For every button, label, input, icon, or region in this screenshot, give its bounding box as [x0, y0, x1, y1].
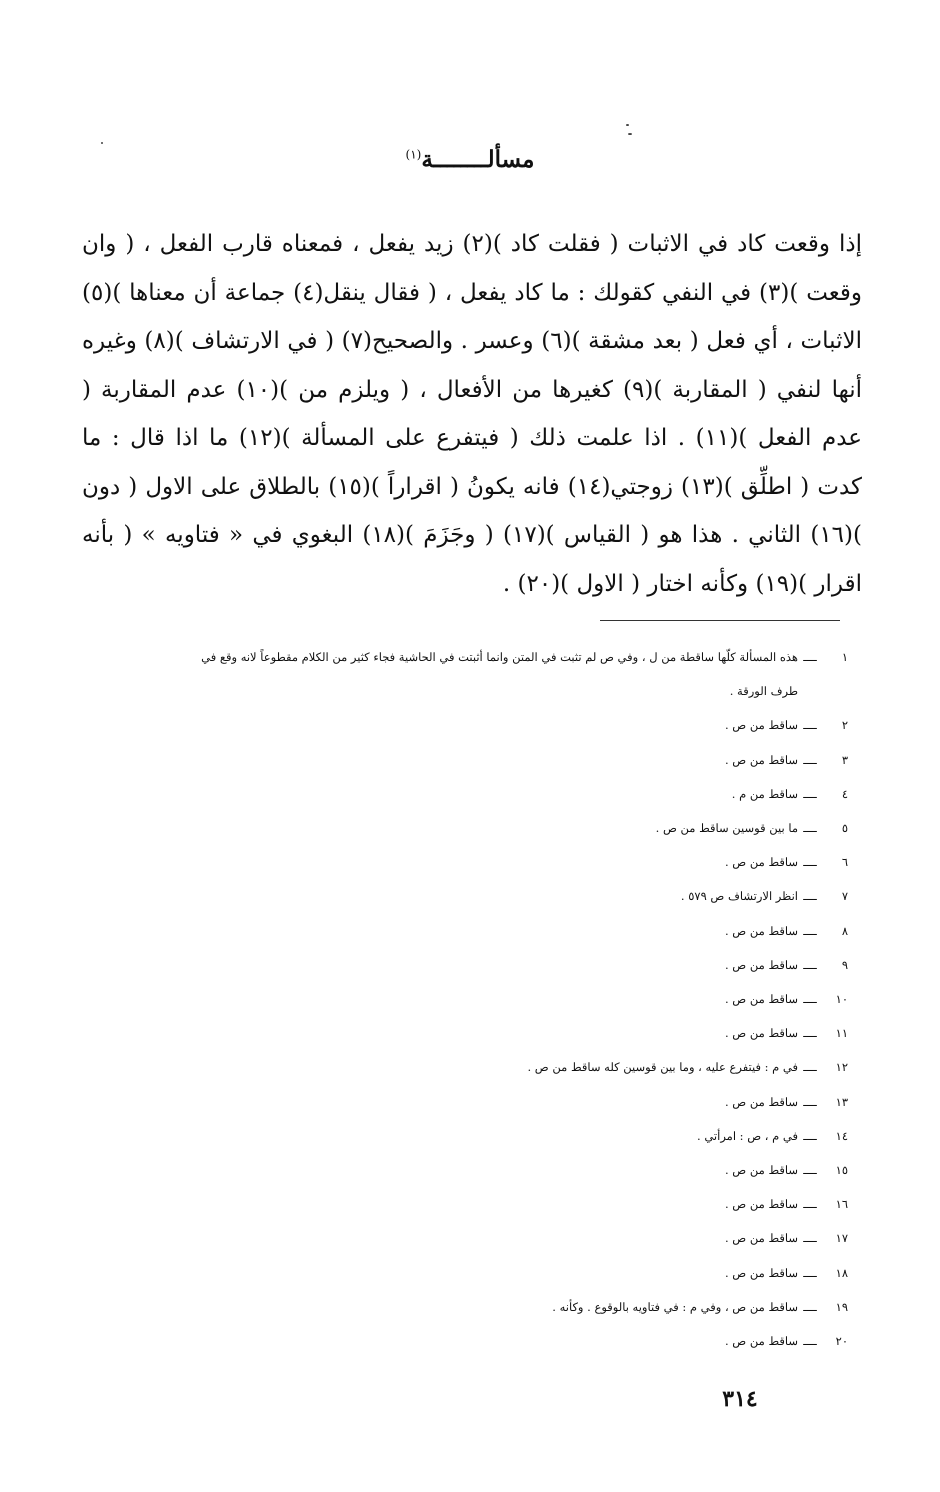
footnote-dash: ــــ: [803, 992, 817, 1007]
footnote-item: [70, 982, 850, 1016]
footnote-number: ٤: [841, 786, 848, 801]
footnote-number: ٩: [841, 957, 848, 972]
footnote-item: [70, 743, 850, 777]
footnote-dash: ــــ: [803, 923, 817, 938]
footnote-item: [70, 777, 850, 811]
footnote-continuation: طرف الورقة .: [729, 684, 798, 699]
footnote-item: [70, 1324, 850, 1358]
scan-speck: [626, 124, 629, 126]
footnote-number: ١٦: [835, 1197, 848, 1212]
footnote-separator: [600, 620, 840, 621]
footnote-number: ١٣: [835, 1094, 848, 1109]
footnote-text: ساقط من ص .: [725, 1265, 798, 1280]
footnote-number: ١٢: [835, 1060, 848, 1075]
footnote-text: في م ، ص : امرأتي .: [697, 1128, 798, 1143]
footnote-number: ١: [841, 650, 848, 664]
footnote-number: ١١: [835, 1026, 848, 1041]
footnote-dash: ــــ: [803, 1299, 817, 1314]
footnote-number: ٥: [841, 821, 848, 836]
footnote-item: [70, 1290, 850, 1324]
footnote-text: في م : فيتفرع عليه ، وما بين قوسين كله ساقط من ص .: [527, 1060, 798, 1075]
footnote-item: [70, 1050, 850, 1084]
footnote-text: ساقط من ص .: [725, 957, 798, 972]
footnotes-list: [70, 640, 850, 1358]
footnote-dash: ــــ: [803, 1197, 817, 1212]
footnote-item: [70, 1221, 850, 1255]
footnote-text: ساقط من ص .: [725, 718, 798, 733]
footnote-dash: ــــ: [803, 889, 817, 904]
footnote-text: ما بين قوسين ساقط من ص .: [655, 821, 798, 836]
scan-speck: [628, 133, 632, 135]
footnote-text: ساقط من ص .: [725, 1094, 798, 1109]
footnote-item: [70, 879, 850, 913]
footnote-item: [70, 1153, 850, 1187]
footnote-dash: ــــ: [803, 650, 817, 664]
footnote-number: ١٥: [835, 1163, 848, 1178]
footnote-item: [70, 708, 850, 742]
footnote-dash: ــــ: [803, 1265, 817, 1280]
main-paragraph: إذا وقعت كاد في الاثبات ( فقلت كاد )(٢) زيد يفعل ، فمعناه قارب الفعل ، ( وان وقعت )(٣) في النفي كقولك : ما كاد يفعل ، ( فقال ينقل(٤) جماعة أن معناها )(٥) الاثبات ، أي فعل ( بعد مشقة )(٦) وعسر . والصحيح(٧) ( في الارتشاف )(٨) وغيره أنها لنفي ( المقاربة )(٩) كغيرها من الأفعال ، ( ويلزم من )(١٠) عدم المقاربة ( عدم الفعل )(١١) . اذا علمت ذلك ( فيتفرع على المسألة )(١٢) ما اذا قال : ما كدت ( اطلِّق )(١٣) زوجتي(١٤) فانه يكونُ ( اقراراً )(١٥) بالطلاق على الاول ( دون )(١٦) الثاني . هذا هو ( القياس )(١٧) ( وجَزَمَ )(١٨) البغوي في « فتاويه » ( بأنه اقرار )(١٩) وكأنه اختار ( الاول )(٢٠) .: [82, 231, 862, 597]
footnote-item: [70, 811, 850, 845]
footnote-text: ساقط من ص .: [725, 1197, 798, 1212]
footnote-text: ساقط من م .: [731, 786, 798, 801]
section-heading: [300, 146, 640, 173]
footnote-dash: ــــ: [803, 786, 817, 801]
footnote-dash: ــــ: [803, 1334, 817, 1349]
footnote-dash: ــــ: [803, 1163, 817, 1178]
footnote-text: ساقط من ص .: [725, 992, 798, 1007]
heading-footnote-ref: (١): [405, 147, 422, 162]
footnote-number: ٨: [841, 923, 848, 938]
footnote-item: [70, 1016, 850, 1050]
footnote-text: ساقط من ص .: [725, 855, 798, 870]
footnote-item: [70, 914, 850, 948]
footnote-dash: ــــ: [803, 1060, 817, 1075]
heading-word: مسألــــــــة: [421, 146, 535, 173]
footnote-text: ساقط من ص .: [725, 1231, 798, 1246]
footnote-item: [70, 1085, 850, 1119]
footnote-text: ساقط من ص ، وفي م : في فتاويه بالوقوع . وكأنه .: [552, 1299, 798, 1314]
footnote-text: ساقط من ص .: [725, 1334, 798, 1349]
footnote-number: ١٧: [835, 1231, 848, 1246]
footnote-dash: ــــ: [803, 1128, 817, 1143]
footnote-item: [70, 948, 850, 982]
footnote-dash: ــــ: [803, 855, 817, 870]
footnote-number: ١٤: [835, 1128, 848, 1143]
footnote-text: ساقط من ص .: [725, 1026, 798, 1041]
footnote-item: [70, 640, 850, 674]
footnote-text: ساقط من ص .: [725, 1163, 798, 1178]
footnote-number: ٢: [841, 718, 848, 733]
footnote-dash: ــــ: [803, 1026, 817, 1041]
footnote-number: ٣: [841, 752, 848, 767]
footnote-dash: ــــ: [803, 1094, 817, 1109]
footnote-text: ساقط من ص .: [725, 752, 798, 767]
footnote-item: [70, 1119, 850, 1153]
footnote-dash: ــــ: [803, 821, 817, 836]
footnote-number: ١٠: [835, 992, 848, 1007]
scan-speck: [101, 142, 103, 144]
footnote-text: انظر الارتشاف ص ٥٧٩ .: [680, 889, 798, 904]
footnote-dash: ــــ: [803, 957, 817, 972]
footnote-number: ١٩: [835, 1299, 848, 1314]
footnote-number: ٢٠: [835, 1334, 848, 1349]
footnote-dash: ــــ: [803, 1231, 817, 1246]
footnote-number: ١٨: [835, 1265, 848, 1280]
footnote-dash: ــــ: [803, 752, 817, 767]
footnote-text: هذه المسألة كلّها ساقطة من ل ، وفي ص لم تثبت في المتن وانما أثبتت في الحاشية فجاء كثير من الكلام مقطوعاً لانه وقع في: [201, 650, 798, 664]
footnote-item: [70, 1256, 850, 1290]
page-number: ٣١٤: [722, 1386, 758, 1412]
footnote-number: ٦: [841, 855, 848, 870]
footnote-number: ٧: [841, 889, 848, 904]
footnote-item: [70, 1187, 850, 1221]
footnote-item: [70, 845, 850, 879]
footnote-dash: ــــ: [803, 718, 817, 733]
footnote-text: ساقط من ص .: [725, 923, 798, 938]
